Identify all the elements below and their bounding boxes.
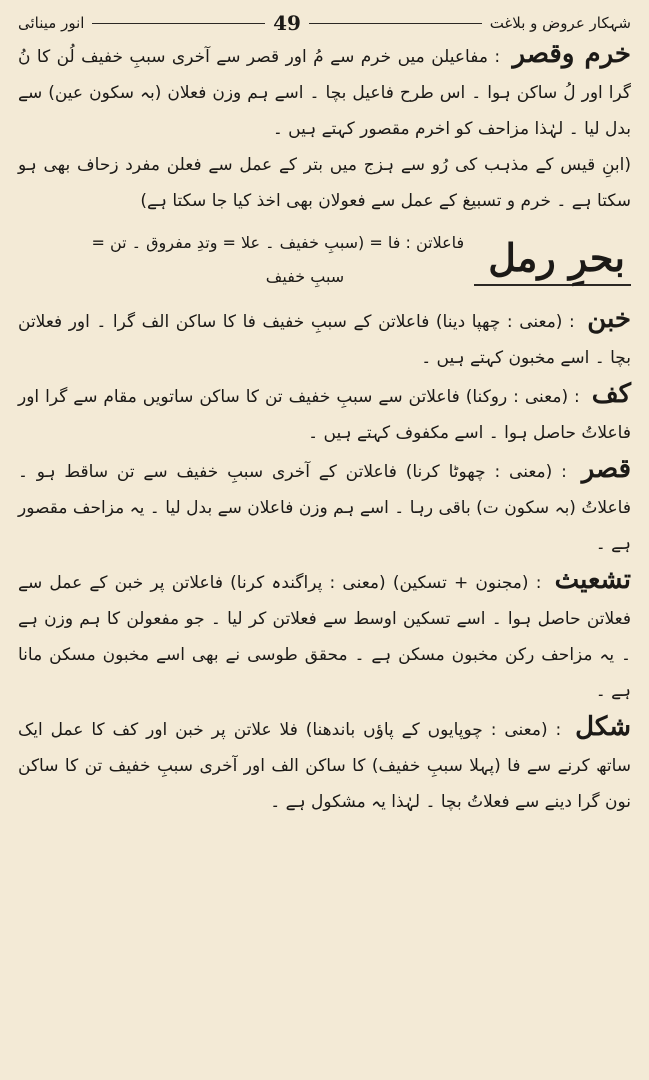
- running-head: [18, 10, 631, 36]
- page-number: 49: [273, 11, 301, 35]
- meter-foot-text: فاعلاتن : فا = (سببِ خفیف ۔ علا = وتدِ مفروق ۔ تن =: [91, 233, 465, 252]
- meter-foot: [91, 226, 464, 294]
- meter-heading-block: [18, 219, 631, 301]
- meter-title: بحرِ رمل: [474, 235, 631, 286]
- zihaf-kaff: [18, 376, 631, 451]
- zihaf-term: قصر: [581, 454, 632, 484]
- section-kharm-qasr: [18, 36, 631, 147]
- zihaf-text: : (معنی : چھپا دینا) فاعلاتن کے سببِ خفیف فا کا ساکن الف گرا ۔ اور فعلاتن بچا ۔ اسے مخبون کہتے ہیں ۔: [18, 312, 631, 368]
- zihaf-term: تشعیث: [554, 565, 631, 595]
- zihaf-text: : (معنی : روکنا) فاعلاتن سے سببِ خفیف تن کا ساکن ساتویں مقام سے گرا اور فاعلاتُ حاصل ہوا ۔ اسے مکفوف کہتے ہیں ۔: [18, 387, 631, 443]
- meter-foot-sub: سببِ خفیف: [265, 267, 345, 286]
- zihaf-shakl: [18, 709, 631, 820]
- zihaf-tasheeth: [18, 562, 631, 709]
- author-name: انور مینائی: [17, 14, 85, 32]
- book-title: شہکار عروض و بلاغت: [489, 14, 631, 32]
- note-text: (ابنِ قیس کے مذہب کی رُو سے ہزج میں بتر کے عمل سے فعلن مفرد زحاف بھی ہو سکتا ہے ۔ خرم و تسبیغ کے عمل سے فعولان بھی اخذ کیا جا سکتا ہے): [18, 155, 631, 211]
- note-ibn-qais: [18, 147, 631, 219]
- zihaf-text: : (مجنون + تسکین) (معنی : پراگندہ کرنا) فاعلاتن پر خبن کے عمل سے فعلاتن حاصل ہوا ۔ اسے تسکین اوسط سے فعلاتن کر لیا ۔ جو مفعولن کا ہم وزن ہے ۔ یہ مزاحف رکن مخبون مسکن ہے ۔ محقق طوسی نے بھی اسے مخبون مسکن مانا ہے ۔: [18, 573, 631, 701]
- zihaf-term: شکل: [575, 712, 631, 742]
- zihaf-qasr: [18, 451, 631, 562]
- zihaf-khabn: [18, 301, 631, 376]
- header-rule: [309, 23, 482, 24]
- section-term: خرم وقصر: [512, 39, 632, 69]
- zihaf-term: خبن: [587, 304, 631, 334]
- section-text: : مفاعیلن میں خرم سے مُ اور قصر سے آخری سببِ خفیف لُن کا نُ گرا اور لُ ساکن ہوا ۔ اس طرح فاعیل بچا ۔ اسے ہم وزن فعلان (بہ سکون عین) سے بدل لیا ۔ لہٰذا مزاحف کو اخرم مقصور کہتے ہیں ۔: [18, 47, 631, 139]
- zihaf-text: : (معنی : چوپایوں کے پاؤں باندھنا) فلا علاتن پر خبن اور کف کا عمل ایک ساتھ کرنے سے فا (پہلا سببِ خفیف) کا ساکن الف اور آخری سببِ خفیف تن کا ساکن نون گرا دینے سے فعلاتُ بچا ۔ لہٰذا یہ مشکول ہے ۔: [18, 720, 631, 812]
- header-rule: [92, 23, 265, 24]
- zihaf-term: کف: [591, 379, 631, 409]
- zihaf-text: : (معنی : چھوٹا کرنا) فاعلاتن کے آخری سببِ خفیف سے تن ساقط ہو ۔ فاعلاتُ (بہ سکون ت) باقی رہا ۔ اسے ہم وزن فاعلان سے بدل لیا ۔ یہ مزاحف مقصور ہے ۔: [18, 462, 631, 554]
